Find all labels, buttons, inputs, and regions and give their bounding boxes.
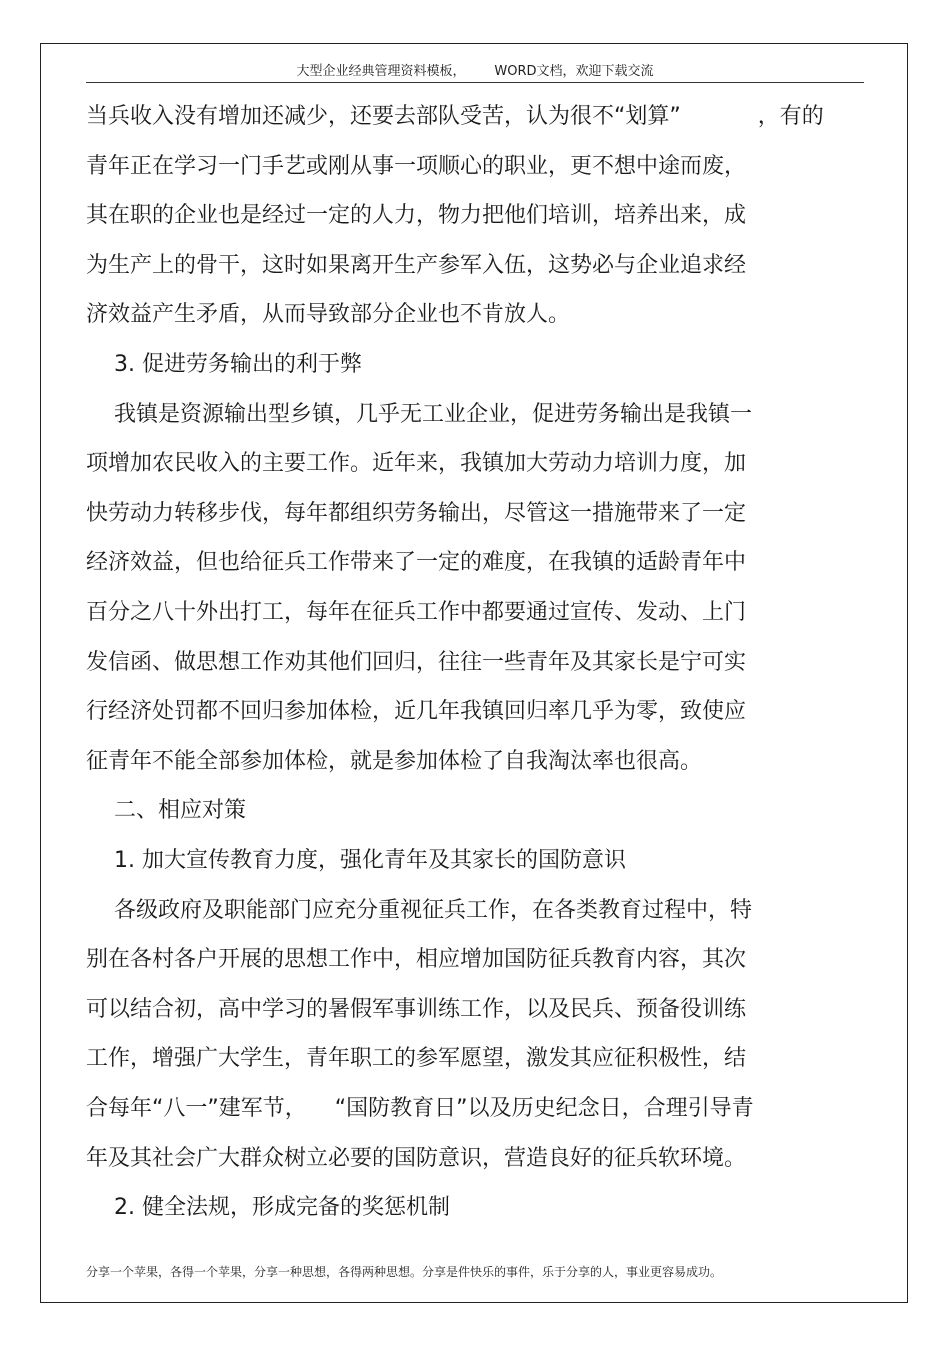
body-line: 行经济处罚都不回归参加体检，近几年我镇回归率几乎为零，致使应 [86, 699, 747, 725]
body-line: 二、相应对策 [86, 798, 246, 824]
body-line: 3. 促进劳务输出的利于弊 [86, 352, 362, 377]
body-line: 济效益产生矛盾，从而导致部分企业也不肯放人。 [86, 302, 571, 328]
body-line: 为生产上的骨干，这时如果离开生产参军入伍，这势必与企业追求经 [86, 252, 747, 278]
body-line: 当兵收入没有增加还减少，还要去部队受苦，认为很不“划算” ，有的 [86, 104, 824, 129]
body-line: 其在职的企业也是经过一定的人力，物力把他们培训，培养出来，成 [86, 203, 747, 229]
body-line: 1. 加大宣传教育力度，强化青年及其家长的国防意识 [86, 848, 626, 873]
body-line: 项增加农民收入的主要工作。近年来，我镇加大劳动力培训力度，加 [86, 451, 747, 477]
body-line: 2. 健全法规，形成完备的奖惩机制 [86, 1195, 450, 1221]
body-line: 别在各村各户开展的思想工作中，相应增加国防征兵教育内容，其次 [86, 947, 747, 973]
body-line: 发信函、做思想工作劝其他们回归，往往一些青年及其家长是宁可实 [86, 649, 747, 675]
header-divider [86, 82, 864, 83]
body-line: 合每年“八一”建军节， “国防教育日”以及历史纪念日，合理引导青 [86, 1096, 754, 1121]
body-line: 快劳动力转移步伐，每年都组织劳务输出，尽管这一措施带来了一定 [86, 500, 747, 526]
page-footer: 分享一个苹果，各得一个苹果，分享一种思想，各得两种思想。分享是件快乐的事件，乐于分享的人，事业更容易成功。 [86, 1265, 723, 1279]
body-line: 百分之八十外出打工，每年在征兵工作中都要通过宣传、发动、上门 [86, 600, 747, 625]
body-line: 年及其社会广大群众树立必要的国防意识，营造良好的征兵软环境。 [86, 1145, 747, 1171]
body-line: 工作，增强广大学生，青年职工的参军愿望，激发其应征积极性，结 [86, 1046, 747, 1072]
body-line: 各级政府及职能部门应充分重视征兵工作，在各类教育过程中，特 [86, 897, 752, 923]
body-line: 青年正在学习一门手艺或刚从事一项顺心的职业，更不想中途而废， [86, 153, 747, 179]
page-header: 大型企业经典管理资料模板， WORD文档，欢迎下载交流 [296, 64, 654, 79]
body-line: 征青年不能全部参加体检，就是参加体检了自我淘汰率也很高。 [86, 748, 703, 774]
body-line: 我镇是资源输出型乡镇，几乎无工业企业，促进劳务输出是我镇一 [86, 401, 752, 427]
body-line: 经济效益，但也给征兵工作带来了一定的难度，在我镇的适龄青年中 [86, 550, 747, 576]
body-line: 可以结合初，高中学习的暑假军事训练工作，以及民兵、预备役训练 [86, 996, 747, 1022]
